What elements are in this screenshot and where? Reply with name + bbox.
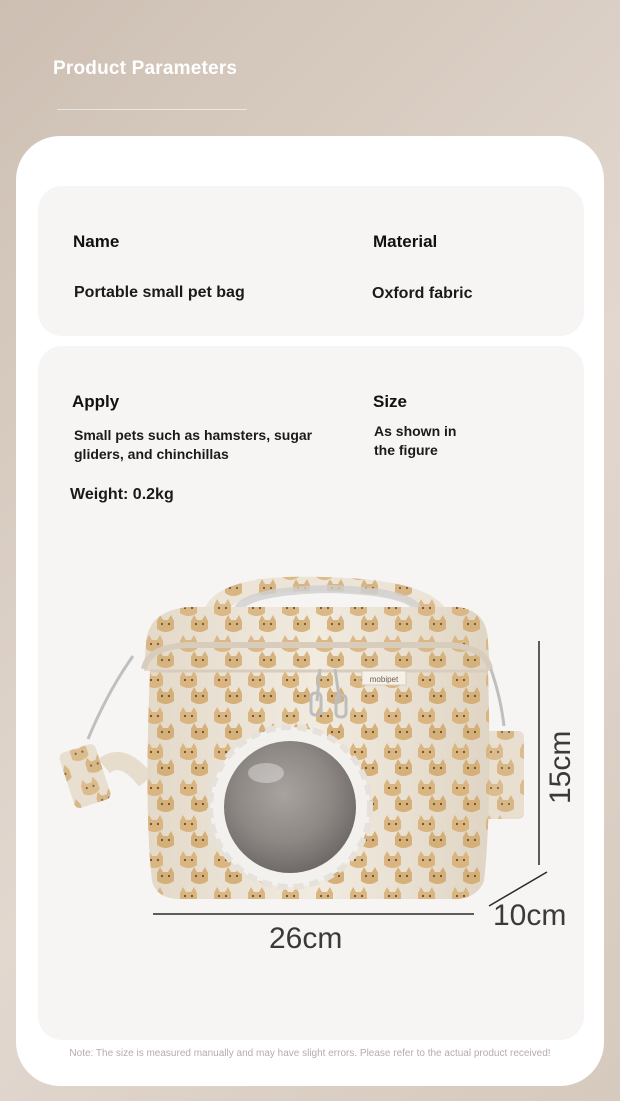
header-underline [57, 109, 247, 110]
basic-info-panel [38, 186, 584, 336]
material-value: Oxford fabric [372, 285, 473, 302]
size-value [374, 422, 456, 460]
header-title: Product Parameters [53, 58, 238, 79]
details-panel [38, 346, 584, 1040]
apply-value-line1: Small pets such as hamsters, sugar [74, 427, 313, 443]
strap-left [58, 656, 146, 809]
size-label: Size [373, 392, 408, 411]
size-value-line2: the figure [374, 442, 438, 458]
window-dome [210, 727, 370, 887]
weight-value: Weight: 0.2kg [70, 486, 174, 503]
apply-value [74, 426, 312, 464]
name-value: Portable small pet bag [74, 284, 245, 301]
apply-label: Apply [72, 392, 120, 411]
disclaimer-note: Note: The size is measured manually and may have slight errors. Please refer to the actual product received! [69, 1048, 551, 1059]
strap-right [484, 656, 524, 819]
width-dimension: 26cm [269, 922, 343, 955]
parameters-card [16, 136, 604, 1086]
size-value-line1: As shown in [374, 423, 457, 439]
name-label: Name [73, 232, 120, 251]
svg-text:mobipet: mobipet [369, 675, 399, 684]
depth-dimension: 10cm [493, 899, 567, 932]
material-label: Material [373, 232, 438, 251]
height-dimension: 15cm [544, 730, 577, 804]
product-image [38, 561, 584, 981]
brand-tag [362, 671, 406, 685]
apply-value-line2: gliders, and chinchillas [74, 446, 229, 462]
